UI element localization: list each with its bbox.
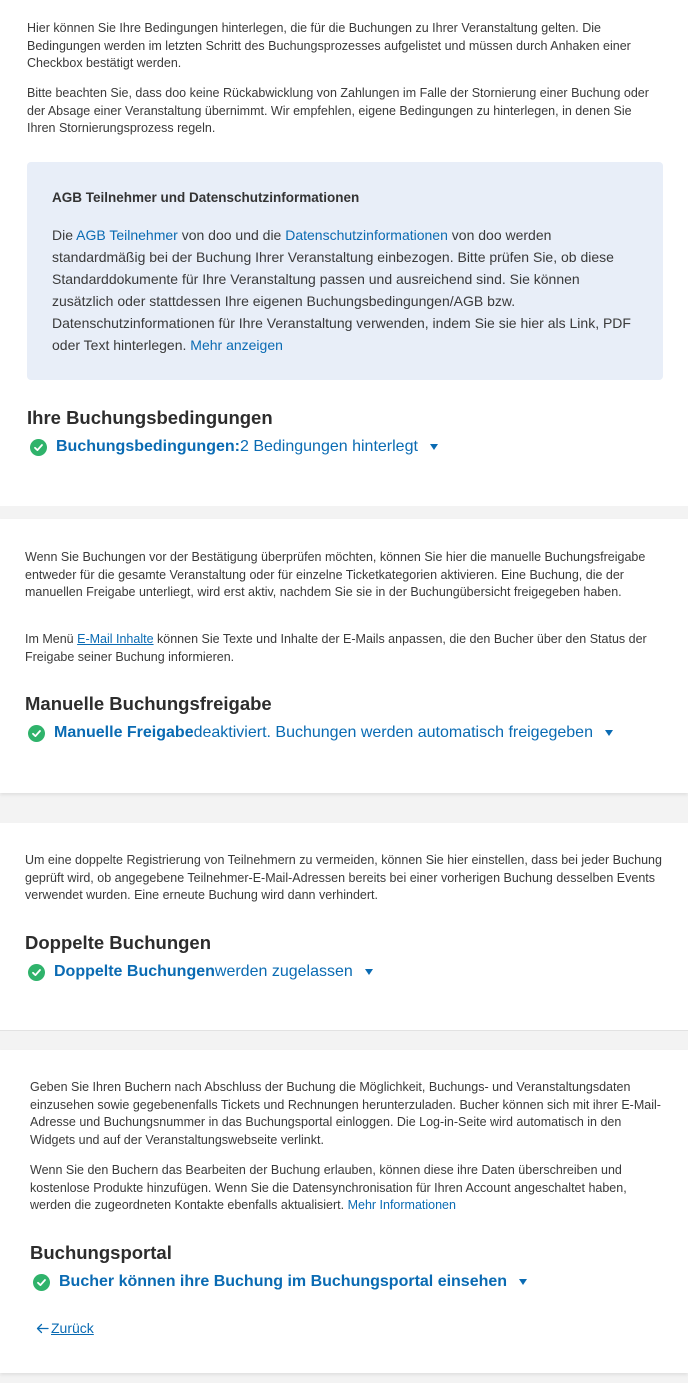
info-box-title: AGB Teilnehmer und Datenschutzinformationen xyxy=(52,190,360,205)
manual-approval-heading: Manuelle Buchungsfreigabe xyxy=(25,693,272,714)
back-label: Zurück xyxy=(51,1320,94,1336)
manual-approval-section xyxy=(0,519,688,793)
show-more-link[interactable]: Mehr anzeigen xyxy=(190,337,283,353)
back-link[interactable] xyxy=(36,1320,94,1336)
status-label: Bucher können ihre Buchung im Buchungsportal einsehen xyxy=(59,1273,508,1290)
conditions-intro-text: Hier können Sie Ihre Bedingungen hinterlegen, die für die Buchungen zu Ihrer Veranstaltung gelten. Die Bedingungen werden im letzten Schritt des Buchungsprozesses aufgelistet und müssen durch Anhaken einer Checkbox bestätigt werden. xyxy=(27,21,631,70)
duplicate-bookings-intro-text: Um eine doppelte Registrierung von Teilnehmern zu vermeiden, können Sie hier einstellen, dass bei jeder Buchung geprüft wird, ob angegebene Teilnehmer-E-Mail-Adressen bereits bei einer vorherigen Buchung desselben Events verwendet wurden. Eine erneute Buchung wird dann verhindert. xyxy=(25,853,662,902)
more-info-link[interactable]: Mehr Informationen xyxy=(347,1198,456,1212)
caret-down-icon xyxy=(605,730,613,736)
booking-portal-toggle[interactable] xyxy=(33,1273,527,1291)
status-label: Buchungsbedingungen: xyxy=(56,438,240,455)
status-value: 2 Bedingungen hinterlegt xyxy=(239,438,418,455)
duplicate-bookings-section xyxy=(0,823,688,1031)
booking-portal-section xyxy=(0,1050,688,1373)
caret-down-icon xyxy=(519,1279,527,1285)
email-content-link[interactable]: E-Mail Inhalte xyxy=(77,632,154,646)
check-circle-icon xyxy=(33,1274,50,1291)
status-label: Manuelle Freigabe xyxy=(54,724,194,741)
terms-info-box xyxy=(27,162,663,380)
info-box-text: Die AGB Teilnehmer von doo und die Datenschutzinformationen von doo werden standardmäßig bei der Buchung Ihrer Veranstaltung einbezogen. Bitte prüfen Sie, ob diese Standarddokumente für Ihre Veranstaltung passen und ausreichend sind. Sie können zusätzlich oder stattdessen Ihre eigenen Buchungsbedingungen/AGB bzw. Datenschutzinformationen für Ihre Veranstaltung verwenden, indem Sie sie hier als Link, PDF oder Text hinterlegen. Mehr anzeigen xyxy=(52,227,631,353)
privacy-link[interactable]: Datenschutzinformationen xyxy=(285,227,448,243)
manual-approval-toggle[interactable] xyxy=(28,724,613,742)
booking-conditions-toggle[interactable] xyxy=(30,438,438,456)
manual-approval-email-text: Im Menü E-Mail Inhalte können Sie Texte und Inhalte der E-Mails anpassen, die den Bucher über den Status der Freigabe seiner Buchung informieren. xyxy=(25,632,647,664)
booking-portal-intro-text: Geben Sie Ihren Buchern nach Abschluss der Buchung die Möglichkeit, Buchungs- und Veranstaltungsdaten einzusehen sowie gegebenenfalls Tickets und Rechnungen herunterzuladen. Bucher können sich mit ihrer E-Mail-Adresse und Buchungsnummer in das Buchungsportal einloggen. Die Log-in-Seite wird automatisch in den Widgets und auf der Veranstaltungswebseite verlinkt. xyxy=(30,1080,661,1147)
duplicate-bookings-heading: Doppelte Buchungen xyxy=(25,932,212,953)
caret-down-icon xyxy=(430,444,438,450)
booking-portal-heading: Buchungsportal xyxy=(30,1242,172,1263)
status-value: werden zugelassen xyxy=(214,963,353,980)
duplicate-bookings-toggle[interactable] xyxy=(28,963,373,981)
check-circle-icon xyxy=(30,439,47,456)
status-value: deaktiviert. Buchungen werden automatisch freigegeben xyxy=(193,724,593,741)
conditions-note-text: Bitte beachten Sie, dass doo keine Rückabwicklung von Zahlungen im Falle der Stornierung einer Buchung oder der Absage einer Veranstaltung übernimmt. Wir empfehlen, eigene Bedingungen zu hinterlegen, in denen Sie Ihren Stornierungsprozess regeln. xyxy=(27,86,649,135)
arrow-left-icon xyxy=(36,1323,49,1334)
manual-approval-intro-text: Wenn Sie Buchungen vor der Bestätigung überprüfen möchten, können Sie hier die manuelle Buchungsfreigabe entweder für die gesamte Veranstaltung oder für einzelne Ticketkategorien aktivieren. Eine Buchung, die der manuellen Freigabe unterliegt, wird erst aktiv, nachdem Sie sie in der Buchungübersicht freigegeben haben. xyxy=(25,550,646,599)
status-label: Doppelte Buchungen xyxy=(54,963,215,980)
caret-down-icon xyxy=(365,969,373,975)
booking-portal-edit-text: Wenn Sie den Buchern das Bearbeiten der Buchung erlauben, können diese ihre Daten überschreiben und kostenlose Produkte hinzufügen. Wenn Sie die Datensynchronisation für Ihren Account angeschaltet haben, werden die zugeordneten Kontakte ebenfalls aktualisiert. Mehr Informationen xyxy=(30,1163,627,1212)
booking-conditions-heading: Ihre Buchungsbedingungen xyxy=(27,407,273,428)
check-circle-icon xyxy=(28,725,45,742)
agb-link[interactable]: AGB Teilnehmer xyxy=(76,227,178,243)
booking-conditions-section xyxy=(0,0,688,506)
check-circle-icon xyxy=(28,964,45,981)
